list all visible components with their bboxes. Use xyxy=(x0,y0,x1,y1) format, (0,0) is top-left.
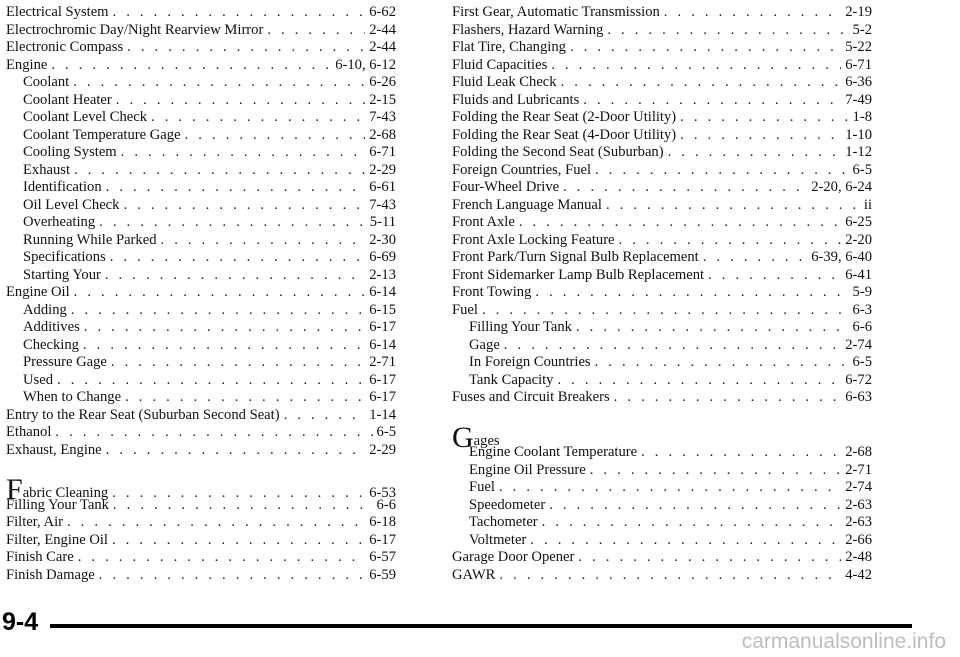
footer-rule xyxy=(50,624,912,628)
entry-label: Identification xyxy=(23,179,102,195)
index-entry xyxy=(6,442,396,460)
dot-leader xyxy=(74,162,365,180)
entry-label: Coolant Level Check xyxy=(23,109,148,125)
index-entry xyxy=(452,567,872,585)
index-subentry xyxy=(6,372,396,390)
entry-page-ref: 6-59 xyxy=(369,566,396,583)
entry-page-ref: 6-17 xyxy=(369,531,396,548)
entry-label-rest: ages xyxy=(473,432,500,449)
entry-page-ref: 6-5 xyxy=(376,424,396,440)
dot-leader xyxy=(563,179,807,197)
dot-leader xyxy=(99,214,366,232)
entry-page-ref: 6-71 xyxy=(369,144,396,160)
index-entry xyxy=(452,197,872,215)
dot-leader xyxy=(535,284,848,302)
dot-leader xyxy=(105,267,365,285)
dot-leader xyxy=(113,497,373,515)
index-subentry xyxy=(452,319,872,337)
entry-page-ref: 6-5 xyxy=(852,354,872,370)
entry-page-ref: 2-15 xyxy=(369,91,396,108)
index-left-column xyxy=(6,4,396,584)
entry-label: Flat Tire, Changing xyxy=(452,39,566,55)
section-initial: G xyxy=(452,420,474,454)
index-subentry xyxy=(6,127,396,145)
dot-leader xyxy=(561,74,842,92)
dot-leader xyxy=(499,479,841,497)
index-subentry xyxy=(6,302,396,320)
index-entry xyxy=(6,532,396,550)
entry-label: Entry to the Rear Seat (Suburban Second Seat) xyxy=(6,406,280,423)
dot-leader xyxy=(583,92,841,110)
entry-page-ref: 1-14 xyxy=(369,406,396,423)
entry-label: Tachometer xyxy=(469,514,538,530)
entry-page-ref: 2-63 xyxy=(845,514,872,530)
index-subentry xyxy=(6,232,396,250)
entry-page-ref: 2-29 xyxy=(369,441,396,458)
index-entry xyxy=(452,39,872,57)
dot-leader xyxy=(151,109,365,127)
entry-label: Adding xyxy=(23,301,67,318)
entry-page-ref: 6-41 xyxy=(845,266,872,283)
index-subentry xyxy=(452,462,872,480)
dot-leader xyxy=(121,144,366,162)
entry-page-ref: 2-71 xyxy=(369,354,396,370)
index-entry xyxy=(6,39,396,57)
entry-label: Voltmeter xyxy=(469,531,527,548)
dot-leader xyxy=(113,4,366,22)
entry-label: Filling Your Tank xyxy=(469,319,572,335)
dot-leader xyxy=(83,337,365,355)
dot-leader xyxy=(67,514,365,532)
entry-label: Electronic Compass xyxy=(6,39,124,55)
index-subentry xyxy=(6,249,396,267)
index-entry xyxy=(452,162,872,180)
entry-label: Running While Parked xyxy=(23,231,157,248)
dot-leader xyxy=(57,372,365,390)
index-entry xyxy=(452,57,872,75)
dot-leader xyxy=(123,197,365,215)
dot-leader xyxy=(125,389,365,407)
index-subentry xyxy=(452,337,872,355)
entry-label: Front Axle Locking Feature xyxy=(452,231,615,248)
index-subentry xyxy=(6,179,396,197)
entry-label: Foreign Countries, Fuel xyxy=(452,161,592,178)
entry-label: Front Axle xyxy=(452,214,515,230)
entry-page-ref: 2-44 xyxy=(369,39,396,55)
index-subentry xyxy=(6,354,396,372)
entry-label: Exhaust, Engine xyxy=(6,441,102,458)
entry-label: Fuel xyxy=(452,301,478,318)
index-subentry xyxy=(6,162,396,180)
page-number: 9-4 xyxy=(2,608,39,636)
entry-label: Electrical System xyxy=(6,4,109,20)
dot-leader xyxy=(595,354,849,372)
entry-label: Finish Damage xyxy=(6,566,95,583)
entry-page-ref: 1-10 xyxy=(845,126,872,143)
entry-label: Additives xyxy=(23,319,80,335)
entry-label: Fuel xyxy=(469,479,495,495)
index-entry xyxy=(452,92,872,110)
entry-page-ref: 6-14 xyxy=(369,336,396,353)
entry-label: Checking xyxy=(23,336,79,353)
entry-page-ref: 5-9 xyxy=(852,284,872,300)
entry-label: Flashers, Hazard Warning xyxy=(452,21,604,38)
dot-leader xyxy=(607,22,848,40)
entry-label: Engine Oil xyxy=(6,284,70,300)
dot-leader xyxy=(106,179,366,197)
entry-label: Pressure Gage xyxy=(23,354,107,370)
index-subentry xyxy=(452,532,872,550)
index-entry xyxy=(6,284,396,302)
entry-page-ref: 2-74 xyxy=(845,336,872,353)
entry-label: Overheating xyxy=(23,214,96,230)
dot-leader xyxy=(161,232,366,250)
entry-page-ref: 7-49 xyxy=(845,91,872,108)
index-subentry xyxy=(452,372,872,390)
index-entry xyxy=(452,179,872,197)
dot-leader xyxy=(267,22,365,40)
entry-page-ref: 2-19 xyxy=(845,4,872,20)
dot-leader xyxy=(619,232,842,250)
dot-leader xyxy=(55,424,372,442)
entry-page-ref: 1-8 xyxy=(852,109,872,125)
index-subentry xyxy=(452,354,872,372)
entry-page-ref: 5-11 xyxy=(369,214,396,230)
index-entry xyxy=(6,424,396,442)
dot-leader xyxy=(74,284,366,302)
entry-page-ref: 2-71 xyxy=(845,461,872,478)
entry-label: French Language Manual xyxy=(452,196,602,213)
index-entry xyxy=(452,249,872,267)
dot-leader xyxy=(590,462,842,480)
index-subentry xyxy=(6,109,396,127)
index-entry xyxy=(452,144,872,162)
entry-label: Four-Wheel Drive xyxy=(452,179,560,195)
entry-label: Electrochromic Day/Night Rearview Mirror xyxy=(6,21,264,38)
entry-label: In Foreign Countries xyxy=(469,354,591,370)
entry-page-ref: 6-72 xyxy=(845,371,872,388)
index-entry xyxy=(6,4,396,22)
entry-label-rest: abric Cleaning xyxy=(22,485,109,501)
dot-leader xyxy=(519,214,841,232)
entry-label: Fluid Leak Check xyxy=(452,74,557,90)
entry-label: Filling Your Tank xyxy=(6,496,109,513)
entry-page-ref: 2-30 xyxy=(369,231,396,248)
dot-leader xyxy=(668,144,842,162)
index-subentry xyxy=(6,197,396,215)
entry-label: Exhaust xyxy=(23,161,71,178)
entry-page-ref: 6-71 xyxy=(845,56,872,73)
section-gap xyxy=(452,407,872,427)
index-entry xyxy=(452,549,872,567)
dot-leader xyxy=(708,267,841,285)
entry-page-ref: 6-5 xyxy=(852,161,872,178)
dot-leader xyxy=(482,302,849,320)
dot-leader xyxy=(680,127,841,145)
index-right-column xyxy=(452,4,872,584)
dot-leader xyxy=(78,549,366,567)
index-subentry xyxy=(6,319,396,337)
entry-label: Gage xyxy=(469,336,500,353)
index-subentry xyxy=(6,214,396,232)
entry-page-ref: 6-39, 6-40 xyxy=(811,249,872,265)
entry-page-ref: 7-43 xyxy=(369,109,396,125)
entry-page-ref: 2-68 xyxy=(369,126,396,143)
entry-page-ref: 6-17 xyxy=(369,389,396,405)
dot-leader xyxy=(99,567,365,585)
dot-leader xyxy=(284,407,366,425)
entry-label: Folding the Rear Seat (4-Door Utility) xyxy=(452,126,677,143)
entry-page-ref: 5-2 xyxy=(852,21,872,38)
entry-label: Front Towing xyxy=(452,284,532,300)
index-entry xyxy=(452,284,872,302)
index-subentry xyxy=(6,389,396,407)
entry-label: Cooling System xyxy=(23,144,117,160)
entry-page-ref: 2-20, 6-24 xyxy=(811,179,872,195)
dot-leader xyxy=(606,197,860,215)
index-entry xyxy=(452,109,872,127)
section-gap xyxy=(6,459,396,479)
dot-leader xyxy=(530,532,841,550)
entry-label: Oil Level Check xyxy=(23,196,120,213)
entry-label: Fuses and Circuit Breakers xyxy=(452,389,610,405)
entry-page-ref: 6-10, 6-12 xyxy=(335,56,396,73)
entry-label: Ethanol xyxy=(6,424,52,440)
entry-page-ref: 6-6 xyxy=(852,319,872,335)
entry-label: Fluid Capacities xyxy=(452,56,548,73)
entry-label: Coolant Heater xyxy=(23,91,112,108)
index-entry xyxy=(452,232,872,250)
index-entry xyxy=(452,74,872,92)
dot-leader xyxy=(110,249,366,267)
entry-page-ref: 6-53 xyxy=(369,485,396,501)
index-entry xyxy=(6,407,396,425)
entry-page-ref: 2-66 xyxy=(845,531,872,548)
entry-label: Speedometer xyxy=(469,496,546,513)
entry-page-ref: 6-25 xyxy=(845,214,872,230)
dot-leader xyxy=(111,354,365,372)
entry-label: Engine Oil Pressure xyxy=(469,461,586,478)
dot-leader xyxy=(51,57,331,75)
entry-page-ref: 4-42 xyxy=(845,566,872,583)
entry-label: First Gear, Automatic Transmission xyxy=(452,4,660,20)
entry-page-ref: 6-61 xyxy=(369,179,396,195)
entry-label: Coolant Temperature Gage xyxy=(23,126,181,143)
entry-page-ref: 6-15 xyxy=(369,301,396,318)
entry-page-ref: 6-17 xyxy=(369,371,396,388)
index-subentry xyxy=(6,267,396,285)
entry-page-ref: 6-62 xyxy=(369,4,396,20)
entry-page-ref: 2-63 xyxy=(845,496,872,513)
dot-leader xyxy=(185,127,366,145)
dot-leader xyxy=(570,39,841,57)
entry-label: Folding the Second Seat (Suburban) xyxy=(452,144,664,160)
dot-leader xyxy=(504,337,841,355)
dot-leader xyxy=(703,249,807,267)
entry-label: Engine Coolant Temperature xyxy=(469,444,638,460)
index-entry xyxy=(452,214,872,232)
index-subentry xyxy=(6,92,396,110)
entry-label: Folding the Rear Seat (2-Door Utility) xyxy=(452,109,677,125)
entry-label: Tank Capacity xyxy=(469,371,554,388)
index-subentry xyxy=(452,444,872,462)
entry-label: Front Sidemarker Lamp Bulb Replacement xyxy=(452,266,705,283)
index-subentry xyxy=(452,514,872,532)
entry-label: When to Change xyxy=(23,389,122,405)
entry-page-ref: 2-20 xyxy=(845,231,872,248)
index-entry xyxy=(452,127,872,145)
entry-label: Specifications xyxy=(23,249,106,265)
index-entry xyxy=(6,57,396,75)
entry-page-ref: 2-68 xyxy=(845,444,872,460)
index-entry xyxy=(6,567,396,585)
index-entry xyxy=(6,497,396,515)
dot-leader xyxy=(549,497,841,515)
entry-page-ref: 1-12 xyxy=(845,144,872,160)
dot-leader xyxy=(112,532,365,550)
entry-label: GAWR xyxy=(452,566,496,583)
entry-label: Coolant xyxy=(23,74,70,90)
entry-label: Filter, Engine Oil xyxy=(6,531,108,548)
watermark-text: carmanualsonline.info xyxy=(741,630,946,653)
entry-page-ref: 6-14 xyxy=(369,284,396,300)
entry-label: Front Park/Turn Signal Bulb Replacement xyxy=(452,249,699,265)
dot-leader xyxy=(614,389,842,407)
dot-leader xyxy=(71,302,365,320)
index-entry xyxy=(452,4,872,22)
dot-leader xyxy=(551,57,841,75)
index-entry xyxy=(452,267,872,285)
index-subentry xyxy=(452,479,872,497)
entry-page-ref: 6-6 xyxy=(376,496,396,513)
entry-page-ref: 2-13 xyxy=(369,266,396,283)
index-subentry xyxy=(6,74,396,92)
entry-page-ref: 5-22 xyxy=(845,39,872,55)
dot-leader xyxy=(73,74,365,92)
dot-leader xyxy=(116,92,365,110)
entry-page-ref: 7-43 xyxy=(369,196,396,213)
dot-leader xyxy=(641,444,841,462)
entry-label: Engine xyxy=(6,56,48,73)
section-initial: F xyxy=(6,473,23,506)
entry-page-ref: 6-69 xyxy=(369,249,396,265)
entry-page-ref: 2-29 xyxy=(369,161,396,178)
index-subentry xyxy=(452,497,872,515)
dot-leader xyxy=(595,162,848,180)
entry-page-ref: 2-44 xyxy=(369,21,396,38)
entry-label: Used xyxy=(23,371,53,388)
entry-label: Fluids and Lubricants xyxy=(452,91,580,108)
dot-leader xyxy=(680,109,848,127)
entry-label: Finish Care xyxy=(6,549,74,565)
index-subentry xyxy=(6,337,396,355)
entry-page-ref: 2-74 xyxy=(845,479,872,495)
dot-leader xyxy=(127,39,365,57)
entry-page-ref: 6-3 xyxy=(852,301,872,318)
dot-leader xyxy=(542,514,842,532)
entry-page-ref: 6-18 xyxy=(369,514,396,530)
entry-page-ref: 6-63 xyxy=(845,389,872,405)
entry-label: Garage Door Opener xyxy=(452,549,575,565)
entry-page-ref: 6-57 xyxy=(369,549,396,565)
entry-page-ref: 6-36 xyxy=(845,74,872,90)
index-entry xyxy=(6,22,396,40)
index-entry xyxy=(452,302,872,320)
dot-leader xyxy=(578,549,841,567)
entry-page-ref: 6-26 xyxy=(369,74,396,90)
dot-leader xyxy=(84,319,365,337)
dot-leader xyxy=(576,319,849,337)
dot-leader xyxy=(557,372,841,390)
index-entry xyxy=(452,22,872,40)
entry-page-ref: 6-17 xyxy=(369,319,396,335)
index-entry xyxy=(6,549,396,567)
dot-leader xyxy=(664,4,841,22)
index-entry xyxy=(6,514,396,532)
entry-label: Filter, Air xyxy=(6,514,63,530)
entry-page-ref: 2-48 xyxy=(845,549,872,565)
index-subentry xyxy=(6,144,396,162)
dot-leader xyxy=(106,442,366,460)
entry-page-ref: ii xyxy=(863,196,872,213)
index-entry xyxy=(452,389,872,407)
dot-leader xyxy=(499,567,841,585)
entry-label: Starting Your xyxy=(23,266,101,283)
